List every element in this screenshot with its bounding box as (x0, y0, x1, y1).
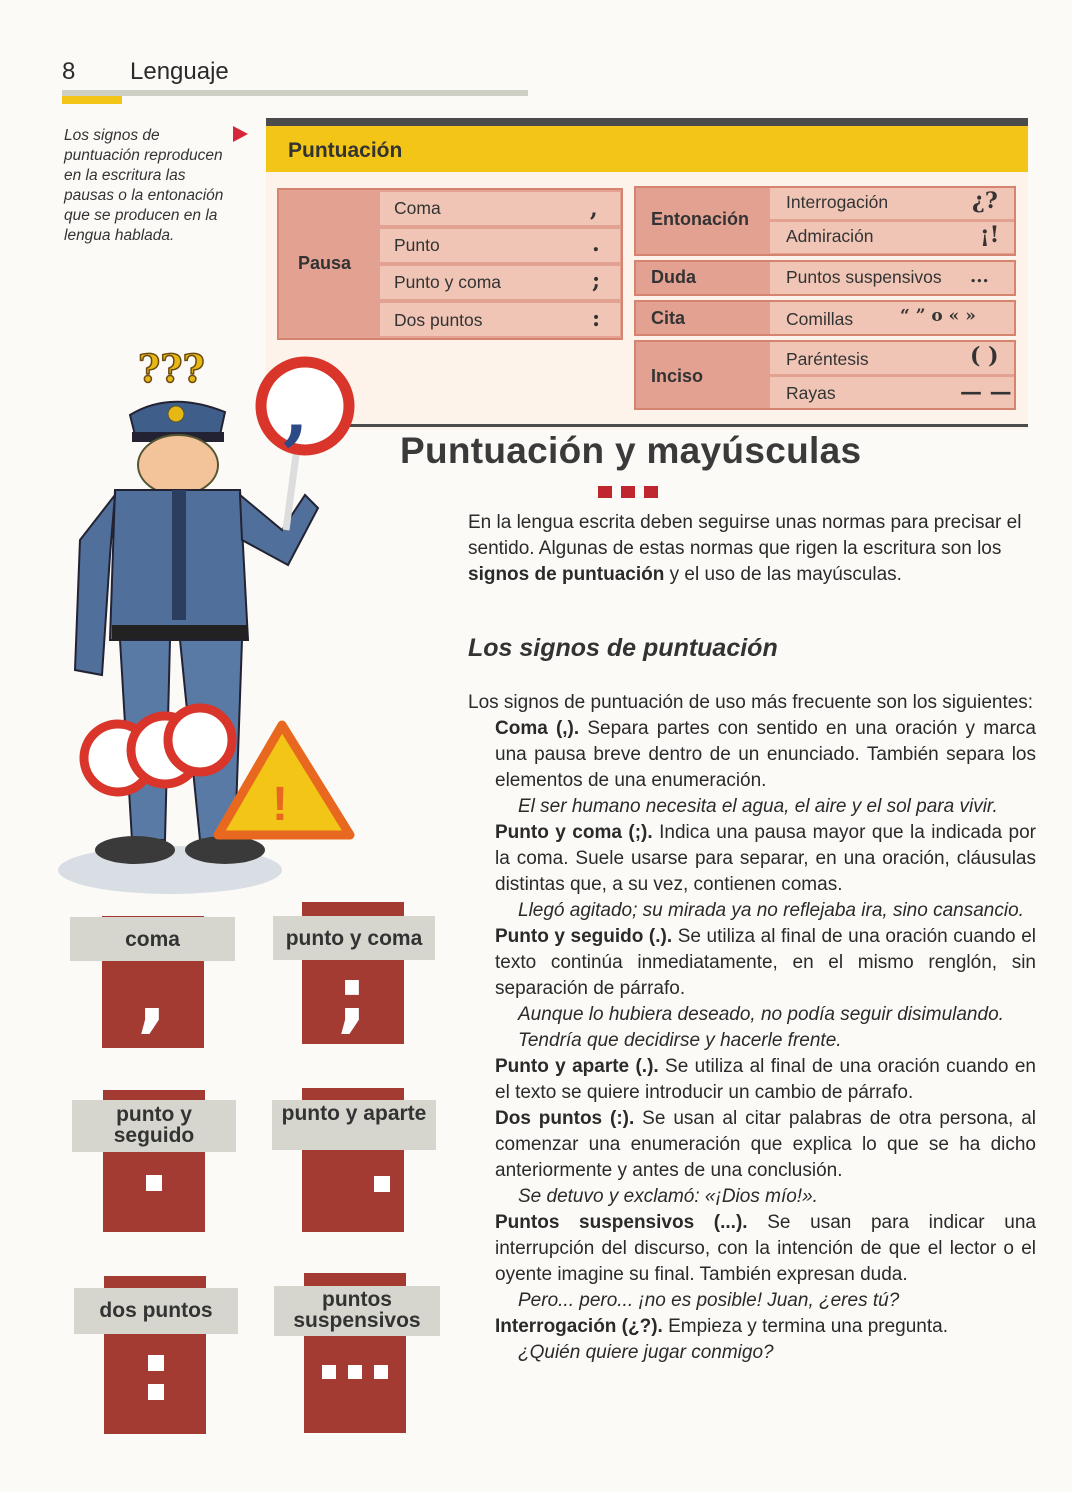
entry-puntos-suspensivos (468, 1210, 1036, 1288)
side-note: Los signos de puntuación reproducen en la escritura las pausas o la entonación que se producen en la lengua hablada. (64, 127, 224, 244)
entry-punto-y-seguido (468, 924, 1036, 1002)
police-face (138, 435, 218, 495)
entry-term: Punto y coma (;). (495, 822, 653, 843)
entry-text: Se usan para indicar una interrupción del discurso, con la intención de que el lector o el oyente imagine su final. También expresan duda. (495, 1212, 1036, 1285)
page-title: Puntuación y mayúsculas (400, 430, 862, 471)
card-symbol-puntos-suspensivos (374, 1365, 388, 1379)
card-symbol-puntos-suspensivos (322, 1365, 336, 1379)
intro-text: En la lengua escrita deben seguirse unas normas para precisar el sentido. Algunas de estas normas que rigen la escritura son los (468, 512, 1022, 559)
entry-text: Separa partes con sentido en una oración y marca una pausa breve dentro de un enunciado. También separa los elementos de una enumeración. (495, 718, 1036, 791)
card-label-dos-puntos: dos puntos (74, 1288, 238, 1334)
item-label-admiracion: Admiración (786, 226, 874, 246)
entry-punto-y-coma (468, 820, 1036, 898)
entry-interrogacion (468, 1314, 1036, 1340)
item-symbol-punto: . (592, 231, 600, 257)
entry-term: Puntos suspensivos (...). (495, 1212, 748, 1233)
item-label-puntos-suspensivos: Puntos suspensivos (786, 267, 942, 287)
entry-term: Dos puntos (:). (495, 1108, 635, 1129)
warning-symbol: ! (272, 778, 288, 831)
police-illustration (20, 340, 440, 900)
group-label-cita: Cita (651, 308, 686, 328)
item-label-coma: Coma (394, 198, 441, 218)
entry-text: Se utiliza al final de una oración cuando en el texto se quiere introducir un cambio de párrafo. (495, 1056, 1036, 1103)
entry-text: Se utiliza al final de una oración cuando el texto continúa inmediatamente, en el mismo renglón, sin separación de párrafo. (495, 926, 1036, 999)
police-left-shoe (95, 836, 175, 864)
item-label-punto-y-coma: Punto y coma (394, 272, 501, 292)
arrow-right-icon (233, 126, 248, 142)
section-subtitle: Los signos de puntuación (468, 634, 778, 662)
item-symbol-admiracion: ¡! (980, 222, 1000, 248)
card-symbol-punto-y-aparte (374, 1176, 390, 1192)
intro-bold-term: signos de puntuación (468, 564, 665, 585)
item-label-comillas: Comillas (786, 309, 854, 329)
table-title: Puntuación (288, 139, 403, 162)
entry-example: Se detuvo y exclamó: «¡Dios mío!». (518, 1186, 818, 1207)
entry-dos-puntos (468, 1106, 1036, 1184)
card-label-coma: coma (70, 917, 235, 961)
held-sign (168, 708, 232, 772)
body-text (468, 690, 1036, 1366)
body-lead: Los signos de puntuación de uso más frecuente son los siguientes: (468, 692, 1034, 713)
police-left-arm (75, 495, 115, 675)
entry-example: El ser humano necesita el agua, el aire y el sol para vivir. (518, 796, 998, 817)
item-symbol-punto-y-coma: ; (592, 268, 601, 294)
item-symbol-interrogacion: ¿? (972, 188, 998, 214)
entry-example: ¿Quién quiere jugar conmigo? (518, 1342, 774, 1363)
card-symbol-dos-puntos (148, 1355, 164, 1371)
entry-text: Se usan al citar palabras de otra persona, al comenzar una enumeración que explica lo que se ha dicho anteriormente y antes de una conclusión. (495, 1108, 1036, 1181)
header-rule (62, 90, 528, 96)
police-belt (112, 625, 248, 641)
entry-term: Interrogación (¿?). (495, 1316, 663, 1337)
card-label-puntos-suspensivos: puntos suspensivos (274, 1286, 440, 1336)
item-label-punto: Punto (394, 235, 440, 255)
item-symbol-comillas: “ ” o « » (900, 306, 976, 326)
item-label-parentesis: Paréntesis (786, 349, 869, 369)
item-symbol-puntos-suspensivos: ... (970, 266, 989, 287)
header-accent (62, 96, 122, 104)
card-symbol-punto-y-seguido (146, 1175, 162, 1191)
item-label-dos-puntos: Dos puntos (394, 310, 483, 330)
item-label-interrogacion: Interrogación (786, 192, 889, 212)
card-symbol-dos-puntos (148, 1384, 164, 1400)
group-label-inciso: Inciso (651, 366, 704, 386)
group-label-pausa: Pausa (298, 253, 352, 273)
group-label-entonacion: Entonación (651, 209, 749, 229)
badge-icon (168, 406, 184, 422)
card-label-punto-y-seguido: punto y seguido (72, 1100, 236, 1152)
entry-text: Empieza y termina una pregunta. (662, 1316, 948, 1337)
group-label-duda: Duda (651, 267, 696, 287)
entry-coma (468, 716, 1036, 794)
card-symbol-punto-y-coma: ; (336, 952, 368, 1042)
item-symbol-coma: , (590, 196, 598, 222)
item-symbol-dos-puntos: : (592, 306, 601, 332)
card-symbol-coma: , (137, 952, 167, 1042)
page-number: 8 (62, 58, 76, 85)
table-top-rule (266, 118, 1028, 126)
police-tie (172, 490, 186, 620)
entry-example: Pero... pero... ¡no es posible! Juan, ¿eres tú? (518, 1290, 900, 1311)
card-symbol-puntos-suspensivos (348, 1365, 362, 1379)
entry-term: Punto y aparte (.). (495, 1056, 659, 1077)
question-marks-icon: ??? (138, 346, 205, 391)
entry-text: Indica una pausa mayor que la indicada por la coma. Suele usarse para separar, en una oración, cláusulas distintas que, a su vez, contienen comas. (495, 822, 1036, 895)
police-right-arm (240, 495, 318, 565)
title-ornament-square (644, 486, 658, 498)
intro-paragraph (468, 510, 1034, 588)
title-ornament-square (598, 486, 612, 498)
entry-example: Aunque lo hubiera deseado, no podía seguir disimulando. Tendría que decidirse y hacerle frente. (518, 1004, 1004, 1051)
card-label-punto-y-aparte: punto y aparte (272, 1100, 436, 1150)
section-title: Lenguaje (130, 58, 229, 85)
entry-example: Llegó agitado; su mirada ya no reflejaba ira, sino cansancio. (518, 900, 1024, 921)
card-label-punto-y-coma: punto y coma (273, 916, 435, 960)
entry-term: Coma (,). (495, 718, 580, 739)
item-symbol-parentesis: ( ) (970, 343, 999, 369)
entry-term: Punto y seguido (.). (495, 926, 673, 947)
item-label-rayas: Rayas (786, 383, 836, 403)
intro-text-end: y el uso de las mayúsculas. (664, 564, 902, 585)
entry-punto-y-aparte (468, 1054, 1036, 1106)
comma-sign-symbol: , (283, 368, 309, 454)
item-symbol-rayas: — — (960, 379, 1012, 405)
police-right-shoe (185, 836, 265, 864)
title-ornament-square (621, 486, 635, 498)
